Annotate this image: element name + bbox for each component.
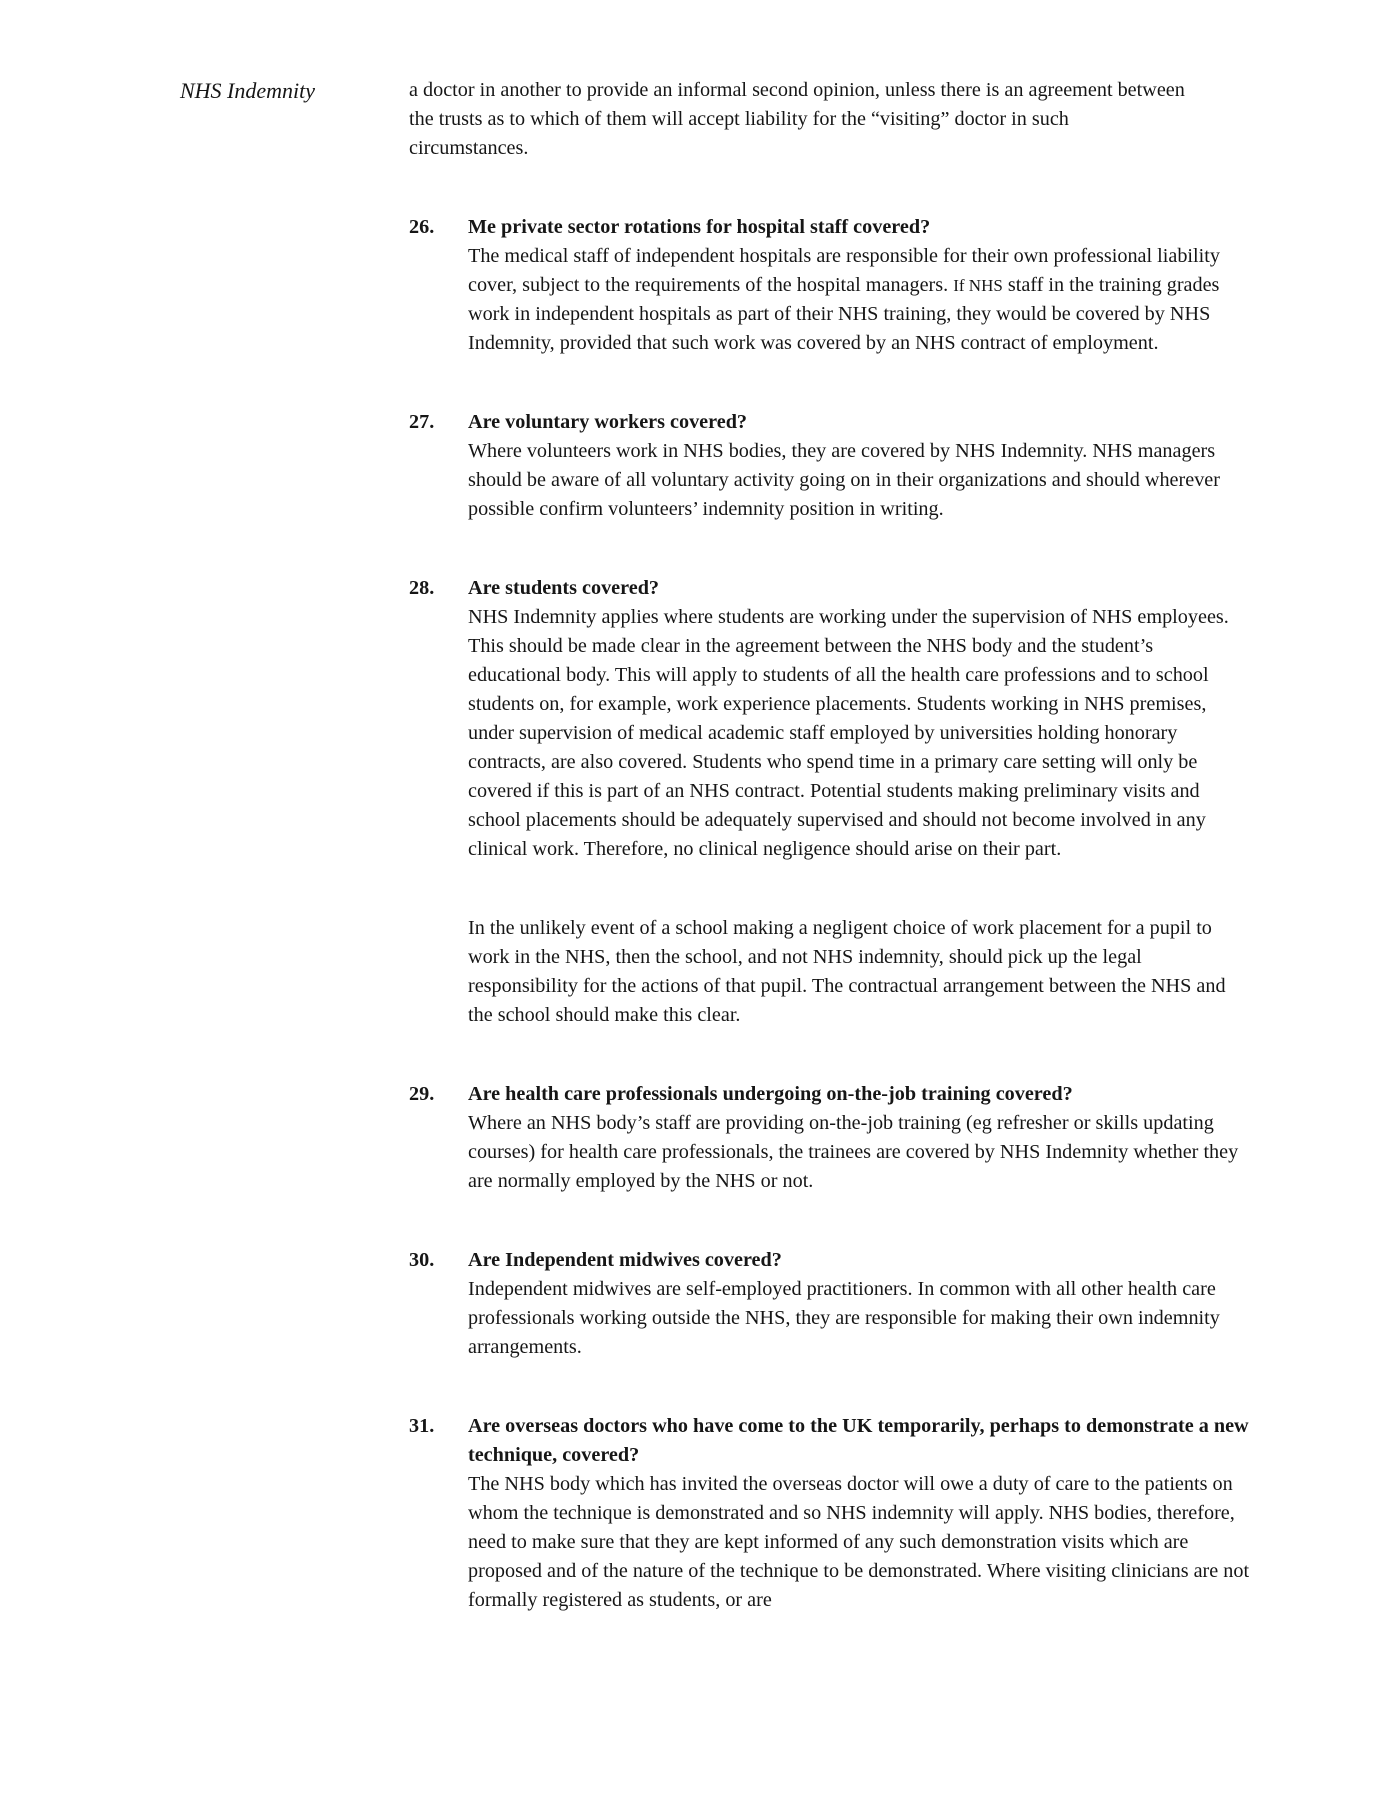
- section-paragraph: NHS Indemnity applies where students are working under the supervision of NHS employees. This should be made clear in the agreement between the NHS body and the student’s educational body. This will apply to students of all the health care professions and to school students on, for example, work experience placements. Students working in NHS premises, under supervision of medical academic staff employed by universities holding honorary contracts, are also covered. Students who spend time in a primary care setting will only be covered if this is part of an NHS contract. Potential students making preliminary visits and school placements should be adequately supervised and should not become involved in any clinical work. Therefore, no clinical negligence should arise on their part.: [468, 606, 1229, 860]
- section-number: 27.: [409, 411, 435, 433]
- section-content: [468, 1412, 1250, 1615]
- section-number: 29.: [409, 1083, 435, 1105]
- qa-section: [409, 1412, 1269, 1615]
- inline-text: The medical staff of independent hospitals are responsible for their own professional liability cover, subject to the requirements of the hospital managers.: [468, 245, 1220, 296]
- section-paragraph: In the unlikely event of a school making a negligent choice of work placement for a pupil to work in the NHS, then the school, and not NHS indemnity, should pick up the legal responsibility for the actions of that pupil. The contractual arrangement between the NHS and the school should make this clear.: [468, 917, 1226, 1026]
- section-number: 26.: [409, 216, 435, 238]
- section-content: [468, 1080, 1250, 1196]
- section-paragraph: Independent midwives are self-employed practitioners. In common with all other health care professionals working outside the NHS, they are responsible for making their own indemnity arrangements.: [468, 1278, 1220, 1358]
- section-heading: Are overseas doctors who have come to the UK temporarily, perhaps to demonstrate a new technique, covered?: [468, 1415, 1249, 1466]
- section-number: 30.: [409, 1249, 435, 1271]
- sections: [409, 213, 1269, 1615]
- qa-section: [409, 1246, 1269, 1362]
- section-content: [468, 574, 1250, 1030]
- margin-label: NHS Indemnity: [180, 78, 316, 103]
- section-content: [468, 408, 1250, 524]
- section-content: [468, 213, 1250, 358]
- section-paragraph: Where an NHS body’s staff are providing on-the-job training (eg refresher or skills updating courses) for health care professionals, the trainees are covered by NHS Indemnity whether they are normally employed by the NHS or not.: [468, 1112, 1239, 1192]
- section-heading: Me private sector rotations for hospital staff covered?: [468, 216, 931, 238]
- section-paragraph: [468, 242, 1250, 358]
- section-heading: Are health care professionals undergoing on-the-job training covered?: [468, 1083, 1073, 1105]
- section-content: [468, 1246, 1250, 1362]
- section-paragraph: Where volunteers work in NHS bodies, they are covered by NHS Indemnity. NHS managers should be aware of all voluntary activity going on in their organizations and should wherever possible confirm volunteers’ indemnity position in writing.: [468, 440, 1220, 520]
- qa-section: [409, 574, 1269, 1030]
- section-number: 28.: [409, 577, 435, 599]
- qa-section: [409, 1080, 1269, 1196]
- section-heading: Are Independent midwives covered?: [468, 1249, 782, 1271]
- section-heading: Are students covered?: [468, 577, 660, 599]
- qa-section: [409, 213, 1269, 358]
- qa-section: [409, 408, 1269, 524]
- document-body: [409, 76, 1269, 1615]
- inline-text: staff in the training grades work in independent hospitals as part of their NHS training, they would be covered by NHS Indemnity, provided that such work was covered by an NHS contract of employment.: [468, 274, 1220, 354]
- inline-small-text: If NHS: [953, 276, 1003, 295]
- section-number: 31.: [409, 1415, 435, 1437]
- section-heading: Are voluntary workers covered?: [468, 411, 748, 433]
- intro-paragraph: a doctor in another to provide an informal second opinion, unless there is an agreement between the trusts as to which of them will accept liability for the “visiting” doctor in such circumstances.: [409, 79, 1185, 159]
- section-paragraph: The NHS body which has invited the overseas doctor will owe a duty of care to the patients on whom the technique is demonstrated and so NHS indemnity will apply. NHS bodies, therefore, need to make sure that they are kept informed of any such demonstration visits which are proposed and of the nature of the technique to be demonstrated. Where visiting clinicians are not formally registered as students, or are: [468, 1473, 1250, 1611]
